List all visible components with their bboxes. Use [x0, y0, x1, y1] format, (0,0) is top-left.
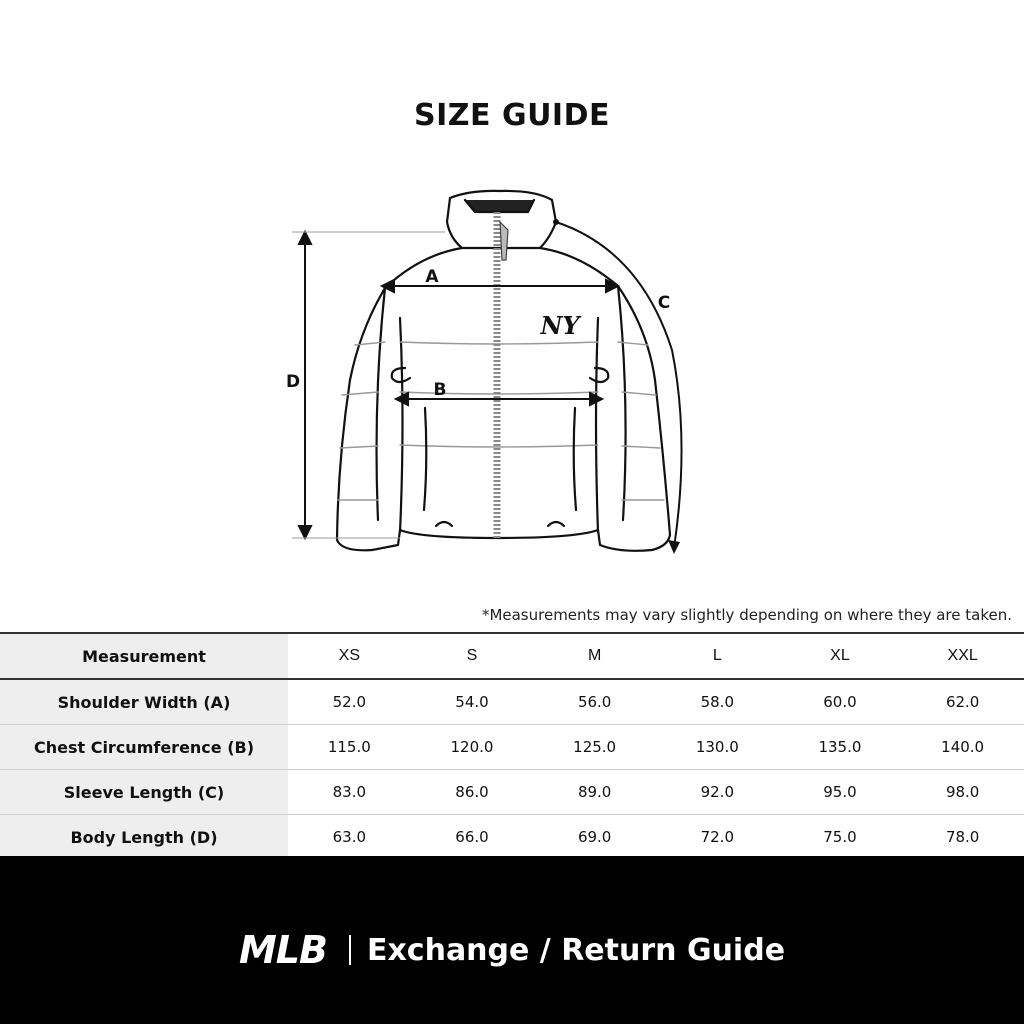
label-a: A — [425, 267, 439, 287]
row-label: Body Length (D) — [0, 815, 288, 860]
label-b: B — [433, 380, 447, 400]
row-label: Chest Circumference (B) — [0, 725, 288, 770]
table-cell: 125.0 — [533, 725, 656, 770]
ny-logo: NY — [540, 311, 580, 340]
label-d: D — [285, 372, 301, 392]
table-cell: 62.0 — [901, 679, 1024, 725]
table-cell: 75.0 — [779, 815, 902, 860]
table-cell: 115.0 — [288, 725, 411, 770]
row-label: Shoulder Width (A) — [0, 679, 288, 725]
header-size: S — [411, 633, 534, 679]
exchange-return-guide-link[interactable]: Exchange / Return Guide — [366, 932, 786, 968]
table-cell: 52.0 — [288, 679, 411, 725]
table-cell: 63.0 — [288, 815, 411, 860]
header-size: XXL — [901, 633, 1024, 679]
table-cell: 69.0 — [533, 815, 656, 860]
table-cell: 56.0 — [533, 679, 656, 725]
page-title: SIZE GUIDE — [413, 98, 610, 133]
header-size: L — [656, 633, 779, 679]
header-size: M — [533, 633, 656, 679]
measurement-note: *Measurements may vary slightly depending on where they are taken. — [481, 606, 1012, 624]
header-size: XS — [288, 633, 411, 679]
table-cell: 140.0 — [901, 725, 1024, 770]
table-cell: 120.0 — [411, 725, 534, 770]
table-cell: 135.0 — [779, 725, 902, 770]
footer-banner — [0, 856, 1024, 1024]
table-row — [0, 679, 1024, 725]
table-header-row — [0, 633, 1024, 679]
table-row — [0, 815, 1024, 860]
table-cell: 98.0 — [901, 770, 1024, 815]
table-row — [0, 725, 1024, 770]
jacket-diagram — [0, 150, 1024, 600]
label-c: C — [657, 293, 671, 313]
header-measurement: Measurement — [0, 633, 288, 679]
table-cell: 58.0 — [656, 679, 779, 725]
footer-divider — [349, 935, 351, 965]
table-row — [0, 770, 1024, 815]
size-table — [0, 632, 1024, 860]
table-cell: 78.0 — [901, 815, 1024, 860]
mlb-logo: MLB — [238, 928, 327, 972]
table-cell: 95.0 — [779, 770, 902, 815]
table-cell: 60.0 — [779, 679, 902, 725]
table-cell: 130.0 — [656, 725, 779, 770]
footer-content — [0, 928, 1024, 972]
table-cell: 89.0 — [533, 770, 656, 815]
table-cell: 72.0 — [656, 815, 779, 860]
table-cell: 66.0 — [411, 815, 534, 860]
table-cell: 92.0 — [656, 770, 779, 815]
header-size: XL — [779, 633, 902, 679]
table-cell: 54.0 — [411, 679, 534, 725]
table-cell: 83.0 — [288, 770, 411, 815]
table-cell: 86.0 — [411, 770, 534, 815]
row-label: Sleeve Length (C) — [0, 770, 288, 815]
